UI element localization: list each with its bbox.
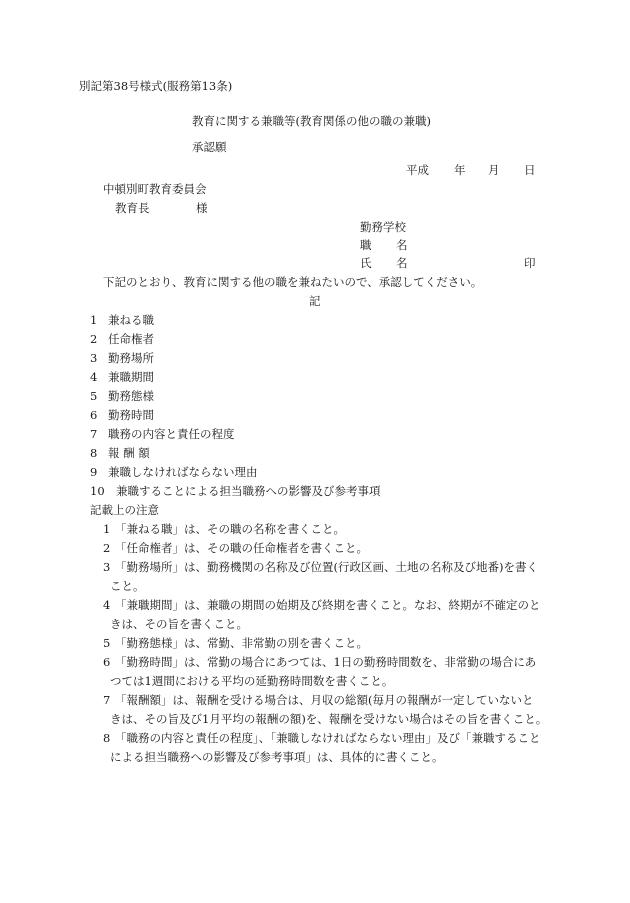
- notes-heading: 記載上の注意: [90, 503, 159, 517]
- note-number: 8: [103, 731, 111, 745]
- note-line: つては1週間における平均の延勤務時間数を書くこと。: [110, 674, 394, 688]
- item-number: 9: [90, 465, 98, 479]
- note-line: きは、その旨及び1月平均の報酬の額)を、報酬を受けない場合はその旨を書くこと。: [110, 712, 548, 726]
- position-label-2: 名: [396, 238, 408, 252]
- note-line: こと。: [110, 579, 145, 593]
- school-label: 勤務学校: [360, 220, 406, 234]
- date-year: 年: [454, 163, 466, 177]
- item-label: 勤務態様: [108, 389, 154, 403]
- item-label: 報 酬 額: [108, 446, 150, 460]
- note-number: 1: [103, 522, 111, 536]
- addressee-board: 中頓別町教育委員会: [103, 182, 207, 196]
- note-line: 「職務の内容と責任の程度」、「兼職しなければならない理由」及び「兼職すること: [115, 731, 541, 745]
- document-subtitle: 承認願: [192, 140, 227, 154]
- document-title: 教育に関する兼職等(教育関係の他の職の兼職): [192, 114, 431, 128]
- item-number: 8: [90, 446, 98, 460]
- note-number: 4: [103, 598, 111, 612]
- note-line: 「任命権者」は、その職の任命権者を書くこと。: [115, 541, 368, 555]
- date-day: 日: [524, 163, 536, 177]
- item-number: 4: [90, 370, 98, 384]
- item-number: 1: [90, 313, 98, 327]
- item-number: 3: [90, 351, 98, 365]
- note-line: きは、その旨を書くこと。: [110, 617, 248, 631]
- item-label: 兼職することによる担当職務への影響及び参考事項: [116, 484, 381, 498]
- item-number: 2: [90, 332, 98, 346]
- seal-mark: 印: [524, 256, 536, 270]
- item-label: 兼職期間: [108, 370, 154, 384]
- note-line: 「勤務時間」は、常勤の場合にあつては、1日の勤務時間数を、非常勤の場合にあ: [115, 655, 537, 669]
- item-number: 7: [90, 427, 98, 441]
- note-line: 「勤務場所」は、勤務機関の名称及び位置(行政区画、土地の名称及び地番)を書く: [115, 560, 538, 574]
- addressee-superintendent: 教育長: [115, 201, 150, 215]
- note-line: による担当職務への影響及び参考事項」は、具体的に書くこと。: [110, 750, 444, 764]
- date-era: 平成: [406, 163, 429, 177]
- item-label: 職務の内容と責任の程度: [108, 427, 235, 441]
- note-number: 5: [103, 636, 111, 650]
- item-number: 6: [90, 408, 98, 422]
- ki-heading: 記: [309, 294, 321, 308]
- name-label-2: 名: [396, 256, 408, 270]
- note-number: 6: [103, 655, 111, 669]
- item-number: 5: [90, 389, 98, 403]
- position-label-1: 職: [360, 238, 372, 252]
- item-label: 兼ねる職: [108, 313, 154, 327]
- note-number: 2: [103, 541, 111, 555]
- note-number: 7: [103, 693, 111, 707]
- item-label: 勤務時間: [108, 408, 154, 422]
- note-line: 「報酬額」は、報酬を受ける場合は、月収の総額(毎月の報酬が一定していないと: [115, 693, 534, 707]
- item-label: 兼職しなければならない理由: [108, 465, 258, 479]
- note-line: 「勤務態様」は、常勤、非常勤の別を書くこと。: [115, 636, 368, 650]
- item-label: 任命権者: [108, 332, 154, 346]
- addressee-honorific: 様: [196, 201, 208, 215]
- note-line: 「兼ねる職」は、その職の名称を書くこと。: [115, 522, 345, 536]
- date-month: 月: [488, 163, 500, 177]
- request-text: 下記のとおり、教育に関する他の職を兼ねたいので、承認してください。: [103, 275, 483, 289]
- name-label-1: 氏: [360, 256, 372, 270]
- note-line: 「兼職期間」は、兼職の期間の始期及び終期を書くこと。なお、終期が不確定のと: [115, 598, 541, 612]
- item-number: 10: [90, 484, 105, 498]
- form-number: 別記第38号様式(服務第13条): [79, 79, 233, 93]
- note-number: 3: [103, 560, 111, 574]
- item-label: 勤務場所: [108, 351, 154, 365]
